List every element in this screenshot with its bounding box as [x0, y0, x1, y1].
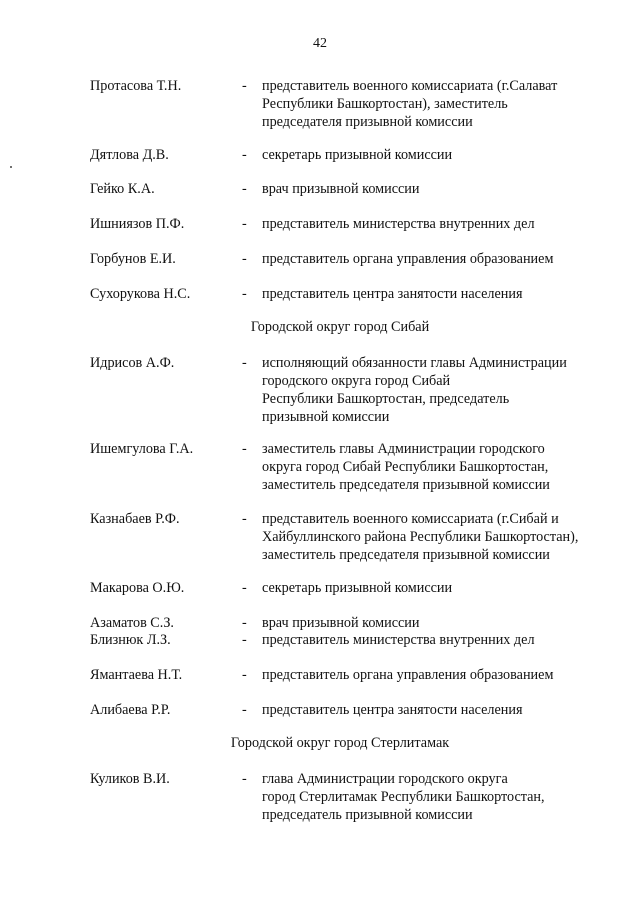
member-name: Ишниязов П.Ф. — [90, 216, 185, 232]
member-name: Ямантаева Н.Т. — [90, 667, 183, 683]
member-name: Дятлова Д.В. — [90, 147, 169, 163]
dash-separator: - — [242, 667, 247, 683]
member-role: представитель органа управления образованием — [262, 667, 554, 683]
dash-separator: - — [242, 355, 247, 371]
member-role: представитель органа управления образованием — [262, 251, 554, 267]
member-role: представитель военного комиссариата (г.Сибай и Хайбуллинского района Республики Башкортостан), заместитель председателя призывной комиссии — [262, 511, 579, 563]
member-role: секретарь призывной комиссии — [262, 147, 453, 163]
dash-separator: - — [242, 286, 247, 302]
member-role: секретарь призывной комиссии — [262, 580, 453, 596]
dash-separator: - — [242, 216, 247, 232]
member-name: Горбунов Е.И. — [90, 251, 176, 267]
member-name: Алибаева Р.Р. — [90, 702, 171, 718]
member-role: врач призывной комиссии — [262, 181, 420, 197]
member-name: Сухорукова Н.С. — [90, 286, 191, 302]
dash-separator: - — [242, 78, 247, 94]
member-role: представитель центра занятости населения — [262, 286, 523, 302]
section-heading-sibay: Городской округ город Сибай — [250, 319, 430, 335]
dash-separator: - — [242, 615, 247, 631]
member-name: Ишемгулова Г.А. — [90, 441, 194, 457]
member-name: Казнабаев Р.Ф. — [90, 511, 180, 527]
page-number: 42 — [313, 36, 327, 51]
dash-separator: - — [242, 580, 247, 596]
member-name: Гейко К.А. — [90, 181, 155, 197]
member-role: представитель министерства внутренних дел — [262, 216, 535, 232]
dash-separator: - — [242, 147, 247, 163]
dash-separator: - — [242, 632, 247, 648]
dash-separator: - — [242, 771, 247, 787]
member-name: Азаматов С.З. — [90, 615, 174, 631]
dash-separator: - — [242, 441, 247, 457]
dash-separator: - — [242, 511, 247, 527]
member-name: Макарова О.Ю. — [90, 580, 185, 596]
member-role: врач призывной комиссии — [262, 615, 420, 631]
member-role: представитель военного комиссариата (г.Салават Республики Башкортостан), заместитель председателя призывной комиссии — [262, 78, 558, 130]
dash-separator: - — [242, 251, 247, 267]
dash-separator: - — [242, 702, 247, 718]
member-role: представитель министерства внутренних дел — [262, 632, 535, 648]
member-role: исполняющий обязанности главы Администрации городского округа город Сибай Республики Башкортостан, председатель призывной комиссии — [262, 355, 567, 425]
member-role: заместитель главы Администрации городского округа город Сибай Республики Башкортостан, заместитель председателя призывной комиссии — [262, 441, 550, 493]
member-name: Куликов В.И. — [90, 771, 170, 787]
section-heading-sterlitamak: Городской округ город Стерлитамак — [230, 735, 450, 751]
member-role: представитель центра занятости населения — [262, 702, 523, 718]
member-name: Идрисов А.Ф. — [90, 355, 175, 371]
member-name: Близнюк Л.З. — [90, 632, 171, 648]
dash-separator: - — [242, 181, 247, 197]
member-name: Протасова Т.Н. — [90, 78, 182, 94]
member-role: глава Администрации городского округа город Стерлитамак Республики Башкортостан, председатель призывной комиссии — [262, 771, 545, 823]
